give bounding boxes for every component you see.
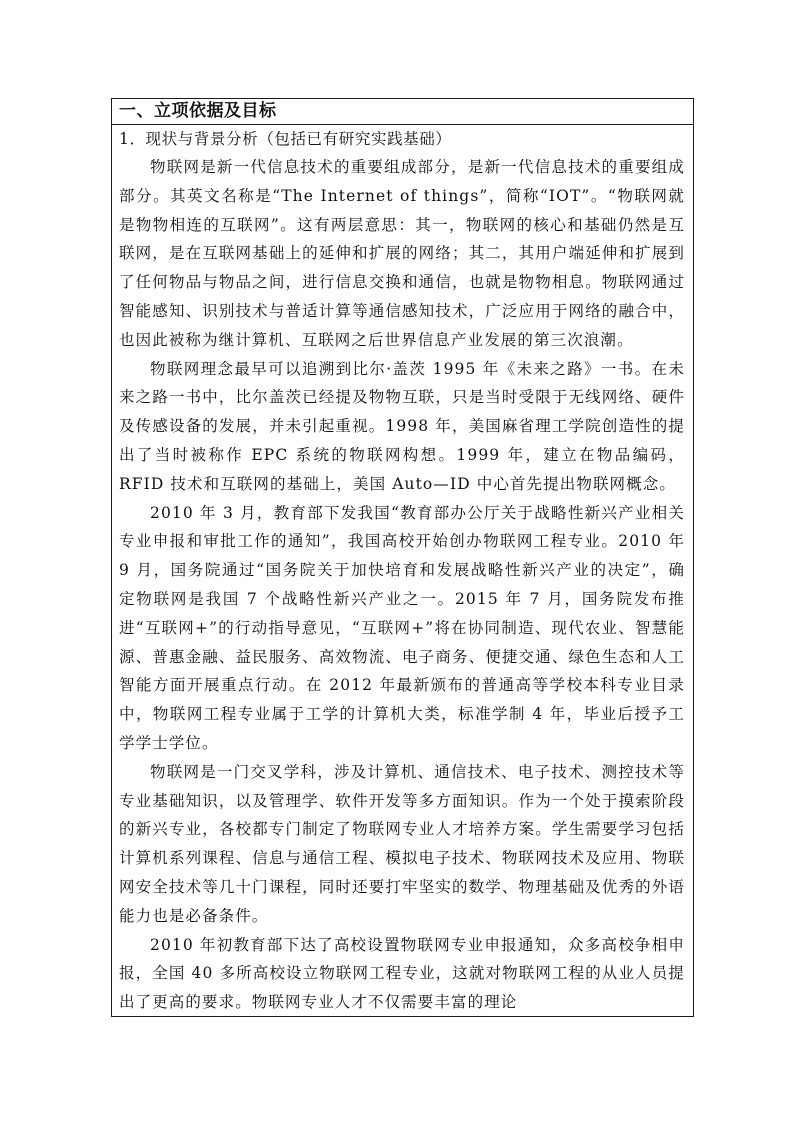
document-table [111,98,694,1017]
subsection-heading: 1．现状与背景分析（包括已有研究实践基础） [119,130,452,148]
section-title: 一、立项依据及目标 [112,99,693,125]
paragraph-iot-definition: 物联网是新一代信息技术的重要组成部分，是新一代信息技术的重要组成部分。其英文名称是“The Internet of things”，简称“IOT”。“物联网就是物物相连的互联网”。这有两层意思：其一，物联网的核心和基础仍然是互联网，是在互联网基础上的延伸和扩展的网络；其二，其用户端延伸和扩展到了任何物品与物品之间，进行信息交换和通信，也就是物物相息。物联网通过智能感知、识别技术与普适计算等通信感知技术，广泛应用于网络的融合中，也因此被称为继计算机、互联网之后世界信息产业发展的第三次浪潮。 [119,158,685,349]
paragraph-iot-demand: 2010 年初教育部下达了高校设置物联网专业申报通知，众多高校争相申报，全国 40 多所高校设立物联网工程专业，这就对物联网工程的从业人员提出了更高的要求。物联网专业人才不仅需要丰富的理论 [119,935,685,1012]
paragraph-iot-curriculum: 物联网是一门交叉学科，涉及计算机、通信技术、电子技术、测控技术等专业基础知识，以及管理学、软件开发等多方面知识。作为一个处于摸索阶段的新兴专业，各校都专门制定了物联网专业人才培养方案。学生需要学习包括计算机系列课程、信息与通信工程、模拟电子技术、物联网技术及应用、物联网安全技术等几十门课程，同时还要打牢坚实的数学、物理基础及优秀的外语能力也是必备条件。 [119,762,685,925]
section-body [112,125,693,1017]
paragraph-iot-history: 物联网理念最早可以追溯到比尔·盖茨 1995 年《未来之路》一书。在未来之路一书中，比尔盖茨已经提及物物互联，只是当时受限于无线网络、硬件及传感设备的发展，并未引起重视。1998 年，美国麻省理工学院创造性的提出了当时被称作 EPC 系统的物联网构想。1999 年，建立在物品编码，RFID 技术和互联网的基础上，美国 Auto—ID 中心首先提出物联网概念。 [119,359,685,493]
paragraph-iot-policy: 2010 年 3 月，教育部下发我国“教育部办公厅关于战略性新兴产业相关专业申报和审批工作的通知”，我国高校开始创办物联网工程专业。2010 年 9 月，国务院通过“国务院关于加快培育和发展战略性新兴产业的决定”，确定物联网是我国 7 个战略性新兴产业之一。2015 年 7 月，国务院发布推进“互联网+”的行动指导意见，“互联网+”将在协同制造、现代农业、智慧能源、普惠金融、益民服务、高效物流、电子商务、便捷交通、绿色生态和人工智能方面开展重点行动。在 2012 年最新颁布的普通高等学校本科专业目录中，物联网工程专业属于工学的计算机大类，标准学制 4 年，毕业后授予工学学士学位。 [119,503,685,752]
